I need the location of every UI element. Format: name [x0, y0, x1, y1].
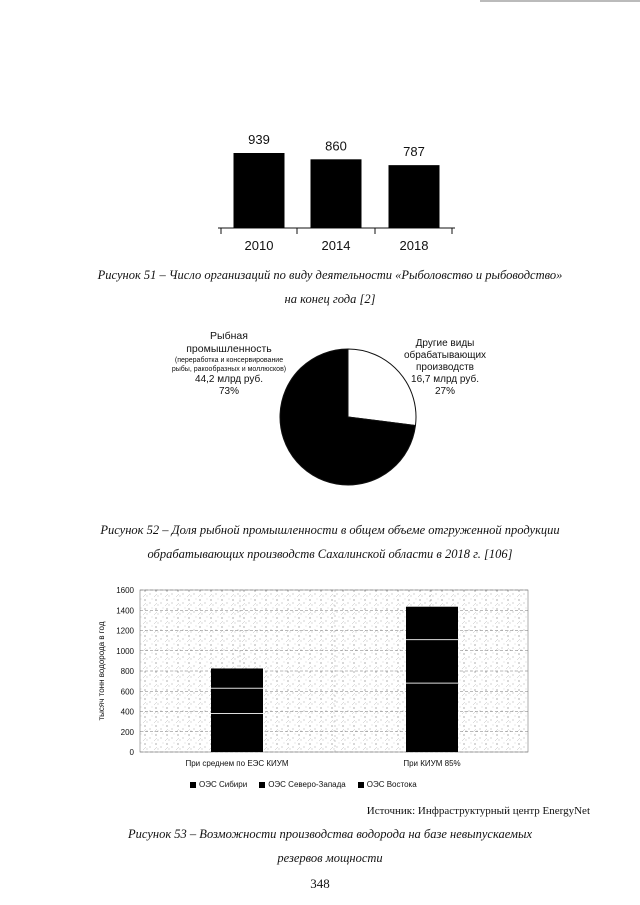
pie-label-fish-percent: 73%: [218, 386, 239, 397]
figure-51-caption-line1: Рисунок 51 – Число организаций по виду деятельности «Рыболовство и рыбоводство»: [97, 268, 563, 282]
y-tick-label-800: 800: [120, 667, 134, 676]
y-tick-label-200: 200: [120, 727, 134, 737]
stacked-bar-chart-hydrogen: [0, 580, 640, 780]
figure-53-caption: [40, 822, 620, 870]
legend-swatch-east: [358, 782, 364, 788]
legend-item-siberia: [190, 780, 247, 789]
legend-swatch-northwest: [259, 782, 265, 788]
pie-label-other-percent: 27%: [434, 386, 455, 397]
y-tick-label-0: 0: [129, 748, 134, 757]
bar-segment-kium85-series-0: [406, 683, 458, 752]
bar-chart-organizations: [0, 60, 640, 260]
y-axis-label: тысяч тонн водорода в год: [97, 621, 106, 721]
legend-label-northwest: ОЭС Северо-Запада: [268, 780, 346, 789]
bar-segment-kium85-series-1: [406, 640, 458, 684]
pie-label-fish-subtitle: (переработка и консервирование рыбы, ракообразных и моллюсков): [171, 357, 287, 373]
page-top-rule: [480, 0, 640, 2]
y-tick-label-400: 400: [120, 707, 134, 717]
bar-2018: [389, 165, 440, 228]
pie-label-other-industries: [400, 338, 490, 398]
legend-item-east: [358, 780, 417, 789]
bar-value-label-2018: 787: [403, 144, 425, 160]
figure-52-caption-line1: Рисунок 52 – Доля рыбной промышленности в общем объеме отгруженной продукции: [100, 523, 560, 537]
bar-segment-kium85-series-2: [406, 607, 458, 640]
figure-52-caption-line2: обрабатывающих производств Сахалинской области в 2018 г. [106]: [147, 547, 513, 561]
figure-51-caption: [40, 263, 620, 311]
bar-segment-avg-series-2: [211, 668, 263, 688]
x-tick-label-2010: 2010: [244, 238, 274, 253]
bar-segment-avg-series-1: [211, 688, 263, 713]
pie-label-fish-title: Рыбная промышленность: [186, 330, 272, 355]
y-tick-label-1400: 1400: [116, 606, 134, 616]
bar-segment-avg-series-0: [211, 714, 263, 752]
y-tick-label-600: 600: [120, 687, 134, 697]
figure-53-caption-line1: Рисунок 53 – Возможности производства водорода на базе невыпускаемых: [127, 827, 532, 841]
y-tick-label-1000: 1000: [116, 646, 134, 656]
y-tick-label-1200: 1200: [116, 626, 134, 636]
figure-53-caption-line2: резервов мощности: [277, 851, 383, 865]
figure-51-bar-chart: [0, 60, 640, 260]
figure-52-caption: [40, 518, 620, 566]
source-note: Источник: Инфраструктурный центр EnergyNet: [366, 805, 590, 817]
bar-value-label-2014: 860: [325, 138, 347, 154]
y-tick-label-1600: 1600: [116, 586, 134, 595]
figure-53-stacked-bar-chart: [0, 580, 640, 780]
bar-value-label-2010: 939: [248, 132, 270, 147]
figure-51-caption-line2: на конец года [2]: [284, 292, 376, 306]
x-tick-label-2018: 2018: [399, 238, 429, 253]
x-tick-label-2014: 2014: [321, 238, 351, 253]
x-category-label-1: При КИУМ 85%: [403, 759, 461, 768]
stacked-chart-legend: [190, 780, 417, 789]
pie-label-other-title: Другие виды обрабатывающих производств: [403, 338, 487, 373]
plot-area-background: [140, 590, 528, 752]
x-category-label-0: При среднем по ЕЭС КИУМ: [185, 759, 289, 768]
legend-item-northwest: [259, 780, 346, 789]
page-number: 348: [310, 876, 330, 891]
pie-label-other-amount: 16,7 млрд руб.: [411, 374, 479, 385]
legend-swatch-siberia: [190, 782, 196, 788]
pie-label-fish-amount: 44,2 млрд руб.: [195, 374, 263, 385]
legend-label-east: ОЭС Востока: [366, 780, 417, 789]
legend-label-siberia: ОЭС Сибири: [199, 780, 248, 789]
pie-chart-fish-industry-share: [0, 345, 640, 500]
figure-52-pie-chart: [0, 345, 640, 500]
bar-2014: [311, 159, 362, 228]
pie-label-fish-industry: [168, 330, 290, 398]
bar-2010: [234, 153, 285, 228]
